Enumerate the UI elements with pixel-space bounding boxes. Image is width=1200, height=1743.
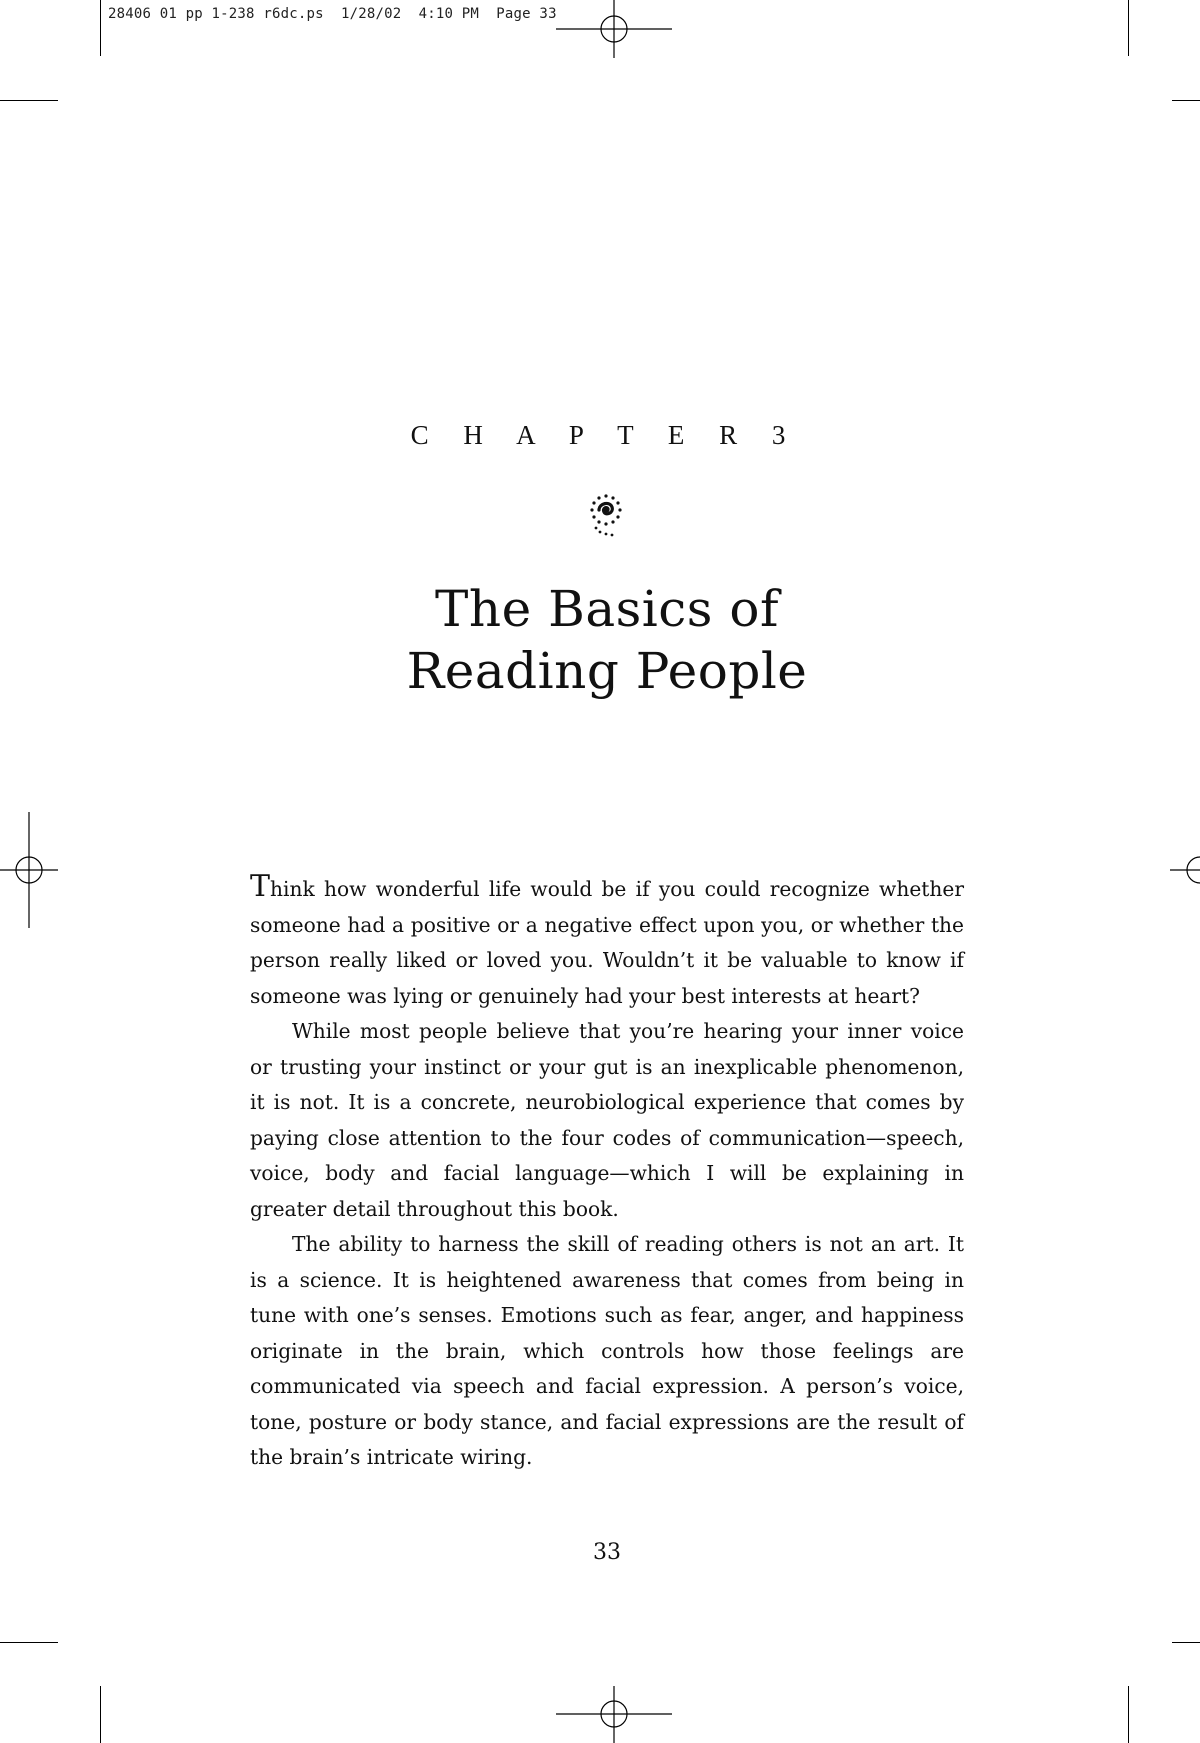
printer-slug-line: 28406 01 pp 1-238 r6dc.ps 1/28/02 4:10 PM Page 33 — [108, 6, 557, 22]
crop-mark-top-left-horizontal — [0, 100, 58, 101]
page-number: 33 — [593, 1540, 621, 1565]
registration-mark-icon — [554, 0, 674, 58]
registration-mark-icon — [554, 1686, 674, 1743]
crop-mark-top-left-vertical — [100, 0, 101, 56]
chapter-title-line-1: The Basics of — [435, 580, 779, 638]
crop-mark-top-right-horizontal — [1172, 100, 1200, 101]
initial-letter: T — [250, 869, 271, 904]
paragraph-1-text: hink how wonderful life would be if you could recognize whether someone had a positive or a negative effect upon you, or whether the person really liked or loved you. Wouldn’t it be valuable to know if someone was lying or genuinely had your best interests at heart? — [250, 877, 964, 1008]
registration-mark-icon — [0, 812, 58, 928]
chapter-label: C H A P T E R 3 — [410, 420, 800, 450]
chapter-title-line-2: Reading People — [406, 642, 808, 700]
paragraph-3: The ability to harness the skill of reading others is not an art. It is a science. It is heightened awareness that comes from being in tune with one’s senses. Emotions such as fear, anger, and happiness originate in the brain, which controls how those feelings are communicated via speech and facial expression. A person’s voice, tone, posture or body stance, and facial expressions are the result of the brain’s intricate wiring. — [250, 1232, 964, 1469]
crop-mark-bottom-left-horizontal — [0, 1642, 58, 1643]
paragraph-2: While most people believe that you’re hearing your inner voice or trusting your instinct or your gut is an inexplicable phenomenon, it is not. It is a concrete, neurobiological experience that comes by paying close attention to the four codes of communication—speech, voice, body and facial language—which I will be explaining in greater detail throughout this book. — [250, 1019, 964, 1221]
chapter-title — [0, 578, 1200, 702]
crop-mark-bottom-right-horizontal — [1172, 1642, 1200, 1643]
crop-mark-bottom-left-vertical — [100, 1686, 101, 1743]
body-text — [250, 869, 964, 1476]
registration-mark-icon — [1170, 812, 1200, 928]
chapter-ornament-icon — [580, 486, 632, 546]
crop-mark-top-right-vertical — [1128, 0, 1129, 56]
paragraph-1 — [250, 869, 964, 1014]
crop-mark-bottom-right-vertical — [1128, 1686, 1129, 1743]
